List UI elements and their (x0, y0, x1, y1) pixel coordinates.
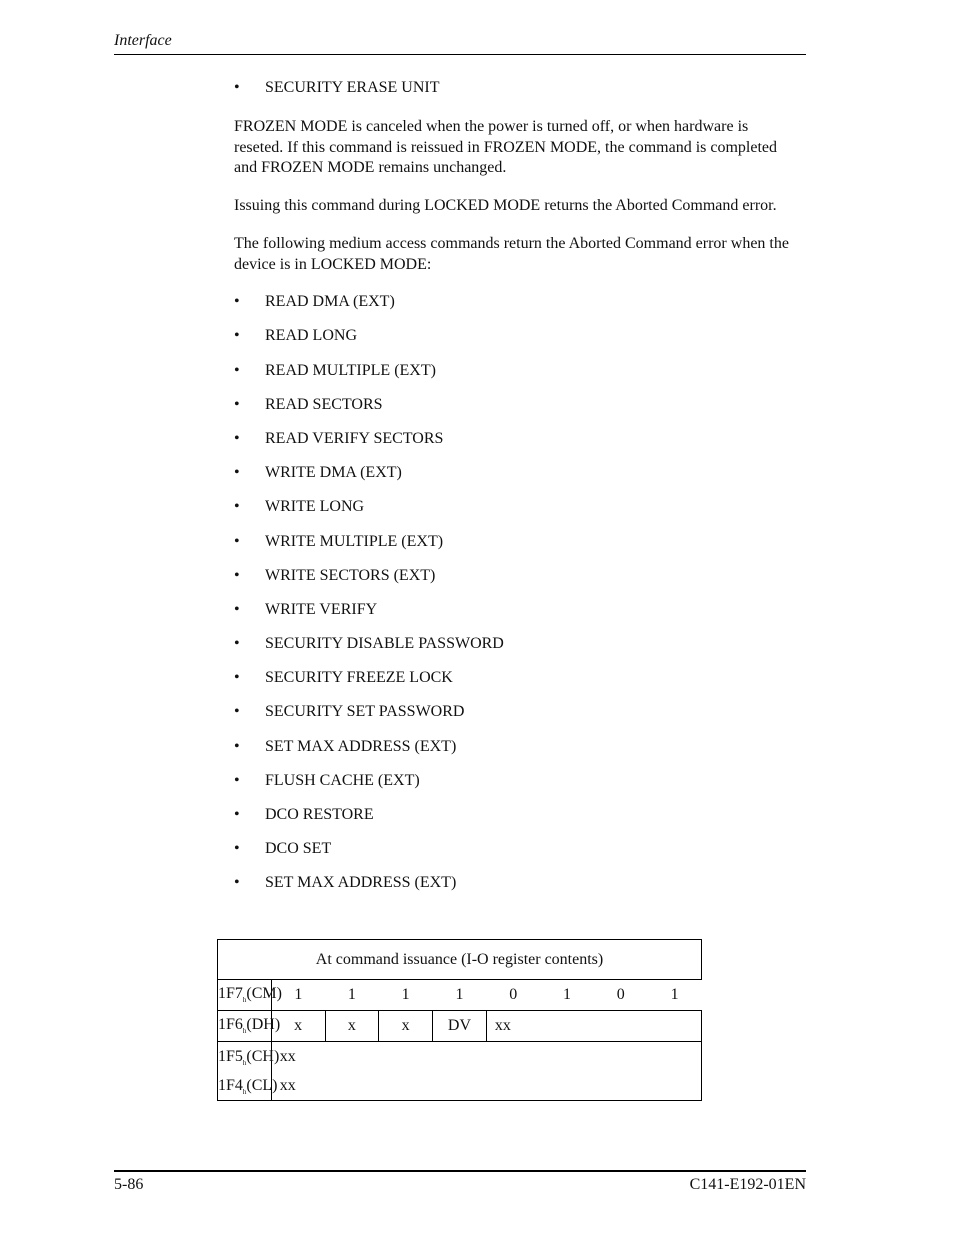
table-row (218, 980, 702, 1011)
register-value: xx xx (271, 1042, 701, 1101)
list-item (234, 326, 794, 360)
bullet-icon: • (234, 327, 240, 345)
bit-cell: DV (433, 1011, 487, 1042)
table-row (218, 1011, 702, 1042)
list-item (234, 873, 794, 907)
bit-cell: 1 (540, 980, 594, 1011)
bullet-icon: • (234, 874, 240, 892)
bit-cell: 1 (433, 980, 487, 1011)
command-list (234, 292, 794, 907)
list-item (234, 292, 794, 326)
register-label: $1F6_h(DH)$ (218, 1011, 272, 1042)
list-item (234, 634, 794, 668)
list-item (234, 429, 794, 463)
list-item (234, 395, 794, 429)
bullet-icon: • (234, 806, 240, 823)
bullet-icon: • (234, 635, 240, 653)
register-table (217, 939, 702, 1101)
list-item-text: SECURITY FREEZE LOCK (265, 669, 453, 687)
bit-cell: 1 (325, 980, 379, 1011)
bit-cell: x (325, 1011, 379, 1042)
bullet-icon: • (234, 669, 240, 687)
bullet-icon: • (234, 737, 240, 755)
list-item (234, 463, 794, 497)
list-item-text: SECURITY DISABLE PASSWORD (265, 635, 504, 653)
running-header: Interface (114, 32, 172, 49)
table-row (218, 1042, 702, 1101)
list-item-text: WRITE SECTORS (EXT) (265, 566, 436, 584)
list-item (234, 497, 794, 531)
table-caption: At command issuance (I-O register contents) (218, 940, 702, 980)
list-item (234, 702, 794, 736)
bullet-icon: • (234, 532, 240, 550)
list-item (234, 771, 794, 805)
list-item (234, 361, 794, 395)
page-number: 5-86 (114, 1176, 144, 1193)
bullet-icon: • (234, 293, 240, 311)
list-item-text: SET MAX ADDRESS (EXT) (265, 874, 457, 892)
list-item-text: DCO RESTORE (265, 806, 374, 823)
bit-cell: 0 (594, 980, 648, 1011)
bit-cell: 0 (486, 980, 540, 1011)
paragraph-locked-mode: Issuing this command during LOCKED MODE returns the Aborted Command error. (234, 196, 777, 214)
bullet-icon: • (234, 566, 240, 584)
bit-cell: 1 (379, 980, 433, 1011)
bit-cell: x (271, 1011, 325, 1042)
bullet-icon: • (234, 464, 240, 482)
footer-rule (114, 1170, 806, 1172)
header-rule (114, 54, 806, 55)
list-item-text: SECURITY ERASE UNIT (265, 79, 440, 96)
list-item (234, 532, 794, 566)
page-body (234, 78, 794, 908)
bullet-icon: • (234, 703, 240, 721)
list-item-text: READ LONG (265, 327, 357, 345)
list-item (234, 737, 794, 771)
document-id: C141-E192-01EN (689, 1176, 806, 1193)
bit-cell: x (379, 1011, 433, 1042)
list-item (234, 805, 794, 839)
list-item-text: WRITE MULTIPLE (EXT) (265, 532, 444, 550)
bullet-icon: • (234, 840, 240, 858)
list-item-text: FLUSH CACHE (EXT) (265, 771, 420, 789)
list-item (234, 566, 794, 600)
bullet-icon: • (234, 395, 240, 413)
bullet-icon: • (234, 771, 240, 789)
bullet-icon: • (234, 361, 240, 379)
register-label: $1F5_h(CH)$ $1F4_h(CL)$ (218, 1042, 272, 1101)
bullet-icon: • (234, 79, 240, 96)
bullet-icon: • (234, 429, 240, 447)
list-item-text: SET MAX ADDRESS (EXT) (265, 737, 457, 755)
paragraph-medium-access: The following medium access commands return the Aborted Command error when the device is in LOCKED MODE: (234, 235, 789, 273)
list-item-text: READ MULTIPLE (EXT) (265, 361, 436, 379)
list-item (234, 78, 794, 112)
list-item (234, 839, 794, 873)
bullet-icon: • (234, 498, 240, 516)
list-item-text: WRITE LONG (265, 498, 365, 516)
list-item (234, 600, 794, 634)
register-label: $1F7_h(CM)$ (218, 980, 272, 1011)
bit-cell: 1 (271, 980, 325, 1011)
list-item-text: SECURITY SET PASSWORD (265, 703, 465, 721)
paragraph-frozen-mode: FROZEN MODE is canceled when the power is turned off, or when hardware is reseted. If this command is reissued in FROZEN MODE, the command is completed and FROZEN MODE remains unchanged. (234, 118, 778, 177)
list-item-text: WRITE VERIFY (265, 600, 378, 618)
list-item (234, 668, 794, 702)
list-item-text: READ SECTORS (265, 395, 383, 413)
list-item-text: WRITE DMA (EXT) (265, 464, 402, 482)
bullet-icon: • (234, 600, 240, 618)
bit-cell: xx (486, 1011, 701, 1042)
list-item-text: READ DMA (EXT) (265, 293, 395, 311)
bit-cell: 1 (648, 980, 702, 1011)
list-item-text: READ VERIFY SECTORS (265, 429, 444, 447)
list-item-text: DCO SET (265, 840, 332, 858)
